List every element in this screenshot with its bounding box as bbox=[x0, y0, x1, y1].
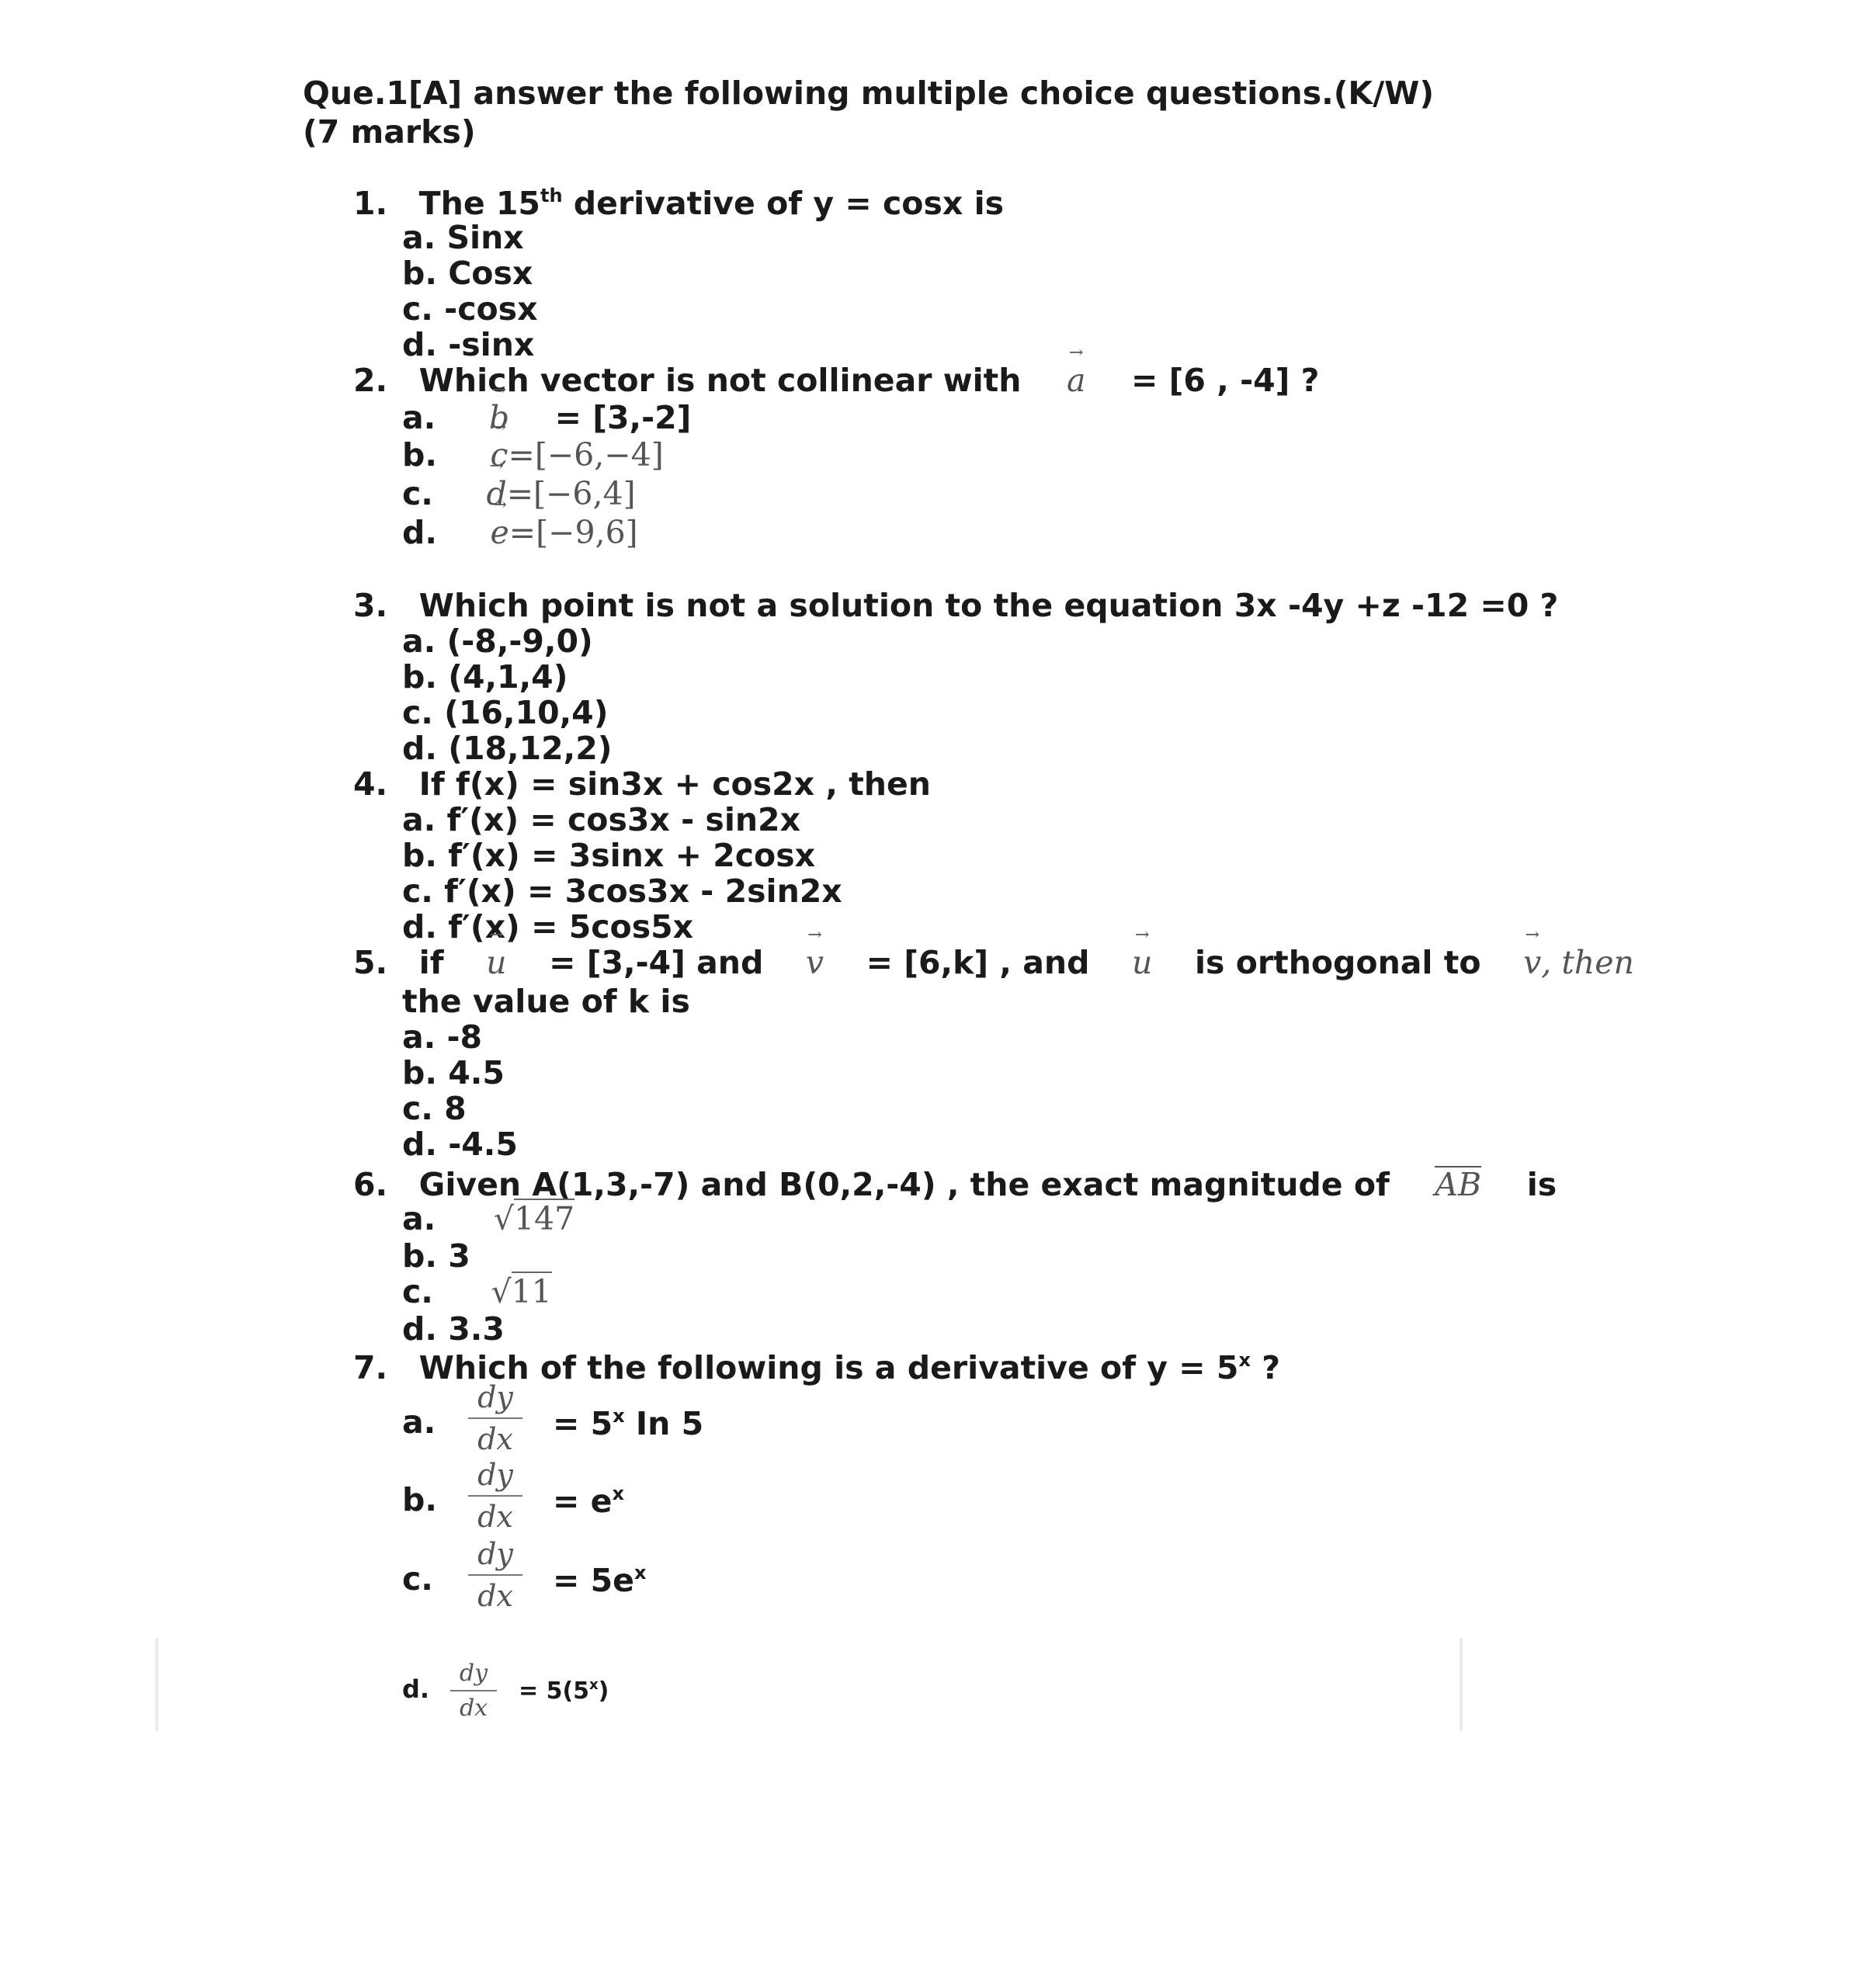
q4-option-c: c. f′(x) = 3cos3x - 2sin2x bbox=[402, 873, 842, 910]
q6-option-a: a. √147 bbox=[402, 1200, 575, 1237]
q4-option-a: a. f′(x) = cos3x - sin2x bbox=[402, 801, 801, 838]
q1-option-c: c. -cosx bbox=[402, 290, 538, 328]
q5-vector-v2: → v bbox=[1523, 947, 1541, 979]
q7-option-b-text: = $e^x$ bbox=[553, 1483, 624, 1520]
q3-text: Which point is not a solution to the equation 3x -4y +z -12 =0 ? bbox=[418, 587, 1559, 624]
q7-option-c-text: = $5e^x$ bbox=[553, 1562, 647, 1599]
sqrt-icon: √11 bbox=[491, 1273, 552, 1310]
q6-option-b: b. 3 bbox=[402, 1237, 470, 1275]
q6-segment-ab: AB bbox=[1435, 1166, 1482, 1203]
q7-option-d-text: = $5(5^x)$ bbox=[519, 1677, 609, 1705]
q7-option-a-label: a. bbox=[402, 1403, 436, 1441]
q5-option-d: d. -4.5 bbox=[402, 1126, 518, 1163]
q2-option-d: d. → e=[−9,6] bbox=[402, 517, 638, 549]
q5-option-a: a. -8 bbox=[402, 1018, 483, 1056]
q3-option-b: b. (4,1,4) bbox=[402, 658, 568, 696]
q7-option-a-fraction: $\frac{dy}{dx}$ bbox=[468, 1380, 522, 1456]
q7-option-c-label: c. bbox=[402, 1560, 433, 1598]
q2-text-pre: Which vector is not collinear with bbox=[418, 362, 1022, 399]
q7-option-b-fraction: $\frac{dy}{dx}$ bbox=[468, 1458, 522, 1534]
q2-stem: 2. Which vector is not collinear with → a = [6 , -4] ? bbox=[353, 365, 1319, 397]
q1-option-d: d. -sinx bbox=[402, 326, 535, 363]
q4-option-b: b. f′(x) = 3sinx + 2cosx bbox=[402, 837, 816, 874]
q7-option-a-text: = $5^x$ In 5 bbox=[553, 1405, 704, 1442]
q7-stem: 7. Which of the following is a derivative of $y = 5^x$ ? bbox=[353, 1349, 1281, 1386]
q6-text-pre: Given A(1,3,-7) and B(0,2,-4) , the exact magnitude of bbox=[418, 1166, 1390, 1203]
q4-option-d: d. f′(x) = 5cos5x bbox=[402, 908, 694, 945]
q5-option-c: c. 8 bbox=[402, 1090, 467, 1127]
q6-option-c: c. √11 bbox=[402, 1273, 552, 1310]
q7-option-b-label: b. bbox=[402, 1481, 437, 1518]
q5-option-b: b. 4.5 bbox=[402, 1054, 505, 1091]
q6-stem: 6. Given A(1,3,-7) and B(0,2,-4) , the exact magnitude of AB is bbox=[353, 1166, 1557, 1203]
q7-text-pre: Which of the following is a derivative of y = 5 bbox=[418, 1349, 1239, 1386]
q1-text-pre: The 15 bbox=[418, 185, 540, 222]
q2-option-a: a. → b = [3,-2] bbox=[402, 402, 691, 434]
sqrt-icon: √147 bbox=[493, 1200, 575, 1237]
q3-option-a: a. (-8,-9,0) bbox=[402, 623, 593, 660]
q7-option-d-fraction: $\frac{dy}{dx}$ bbox=[450, 1660, 497, 1722]
q1-stem bbox=[353, 186, 1004, 220]
q1-sup: th bbox=[540, 185, 563, 206]
q3-stem: 3. Which point is not a solution to the equation 3x -4y +z -12 =0 ? bbox=[353, 587, 1559, 624]
q2-option-b: b. → c=[−6,−4] bbox=[402, 439, 664, 471]
q2-option-c: c. → d=[−6,4] bbox=[402, 478, 636, 510]
q3-option-d: d. (18,12,2) bbox=[402, 730, 613, 767]
q3-option-c: c. (16,10,4) bbox=[402, 694, 609, 731]
q5-stem-line2: the value of k is bbox=[402, 983, 690, 1020]
q5-stem: 5. if → u = [3,-4] and → v = [6,k] , and → u is orthogonal to → v, then bbox=[353, 947, 1634, 979]
q7-option-c-fraction: $\frac{dy}{dx}$ bbox=[468, 1537, 522, 1613]
q5-vector-u2: → u bbox=[1132, 947, 1152, 979]
q1-option-b: b. Cosx bbox=[402, 255, 533, 292]
page-divider-left bbox=[155, 1638, 158, 1731]
q4-text: If f(x) = sin3x + cos2x , then bbox=[418, 765, 931, 803]
header-title: Que.1[A] answer the following multiple choice questions.(K/W) bbox=[303, 75, 1435, 112]
q6-option-d: d. 3.3 bbox=[402, 1310, 505, 1348]
q7-option-d-label: d. bbox=[402, 1674, 430, 1704]
q2-vector-a: → a bbox=[1067, 365, 1085, 397]
q2-text-post: = [6 , -4] ? bbox=[1131, 362, 1320, 399]
header-marks: (7 marks) bbox=[303, 113, 476, 151]
q4-stem: 4. If f(x) = sin3x + cos2x , then bbox=[353, 765, 931, 803]
q1-option-a: a. Sinx bbox=[402, 219, 524, 256]
q1-number: 1. bbox=[353, 185, 388, 222]
q1-text-post: derivative of y = cosx is bbox=[562, 185, 1005, 222]
q5-vector-v: → v bbox=[806, 947, 824, 979]
page-divider-right bbox=[1460, 1638, 1463, 1731]
q5-vector-u: → u bbox=[486, 947, 506, 979]
